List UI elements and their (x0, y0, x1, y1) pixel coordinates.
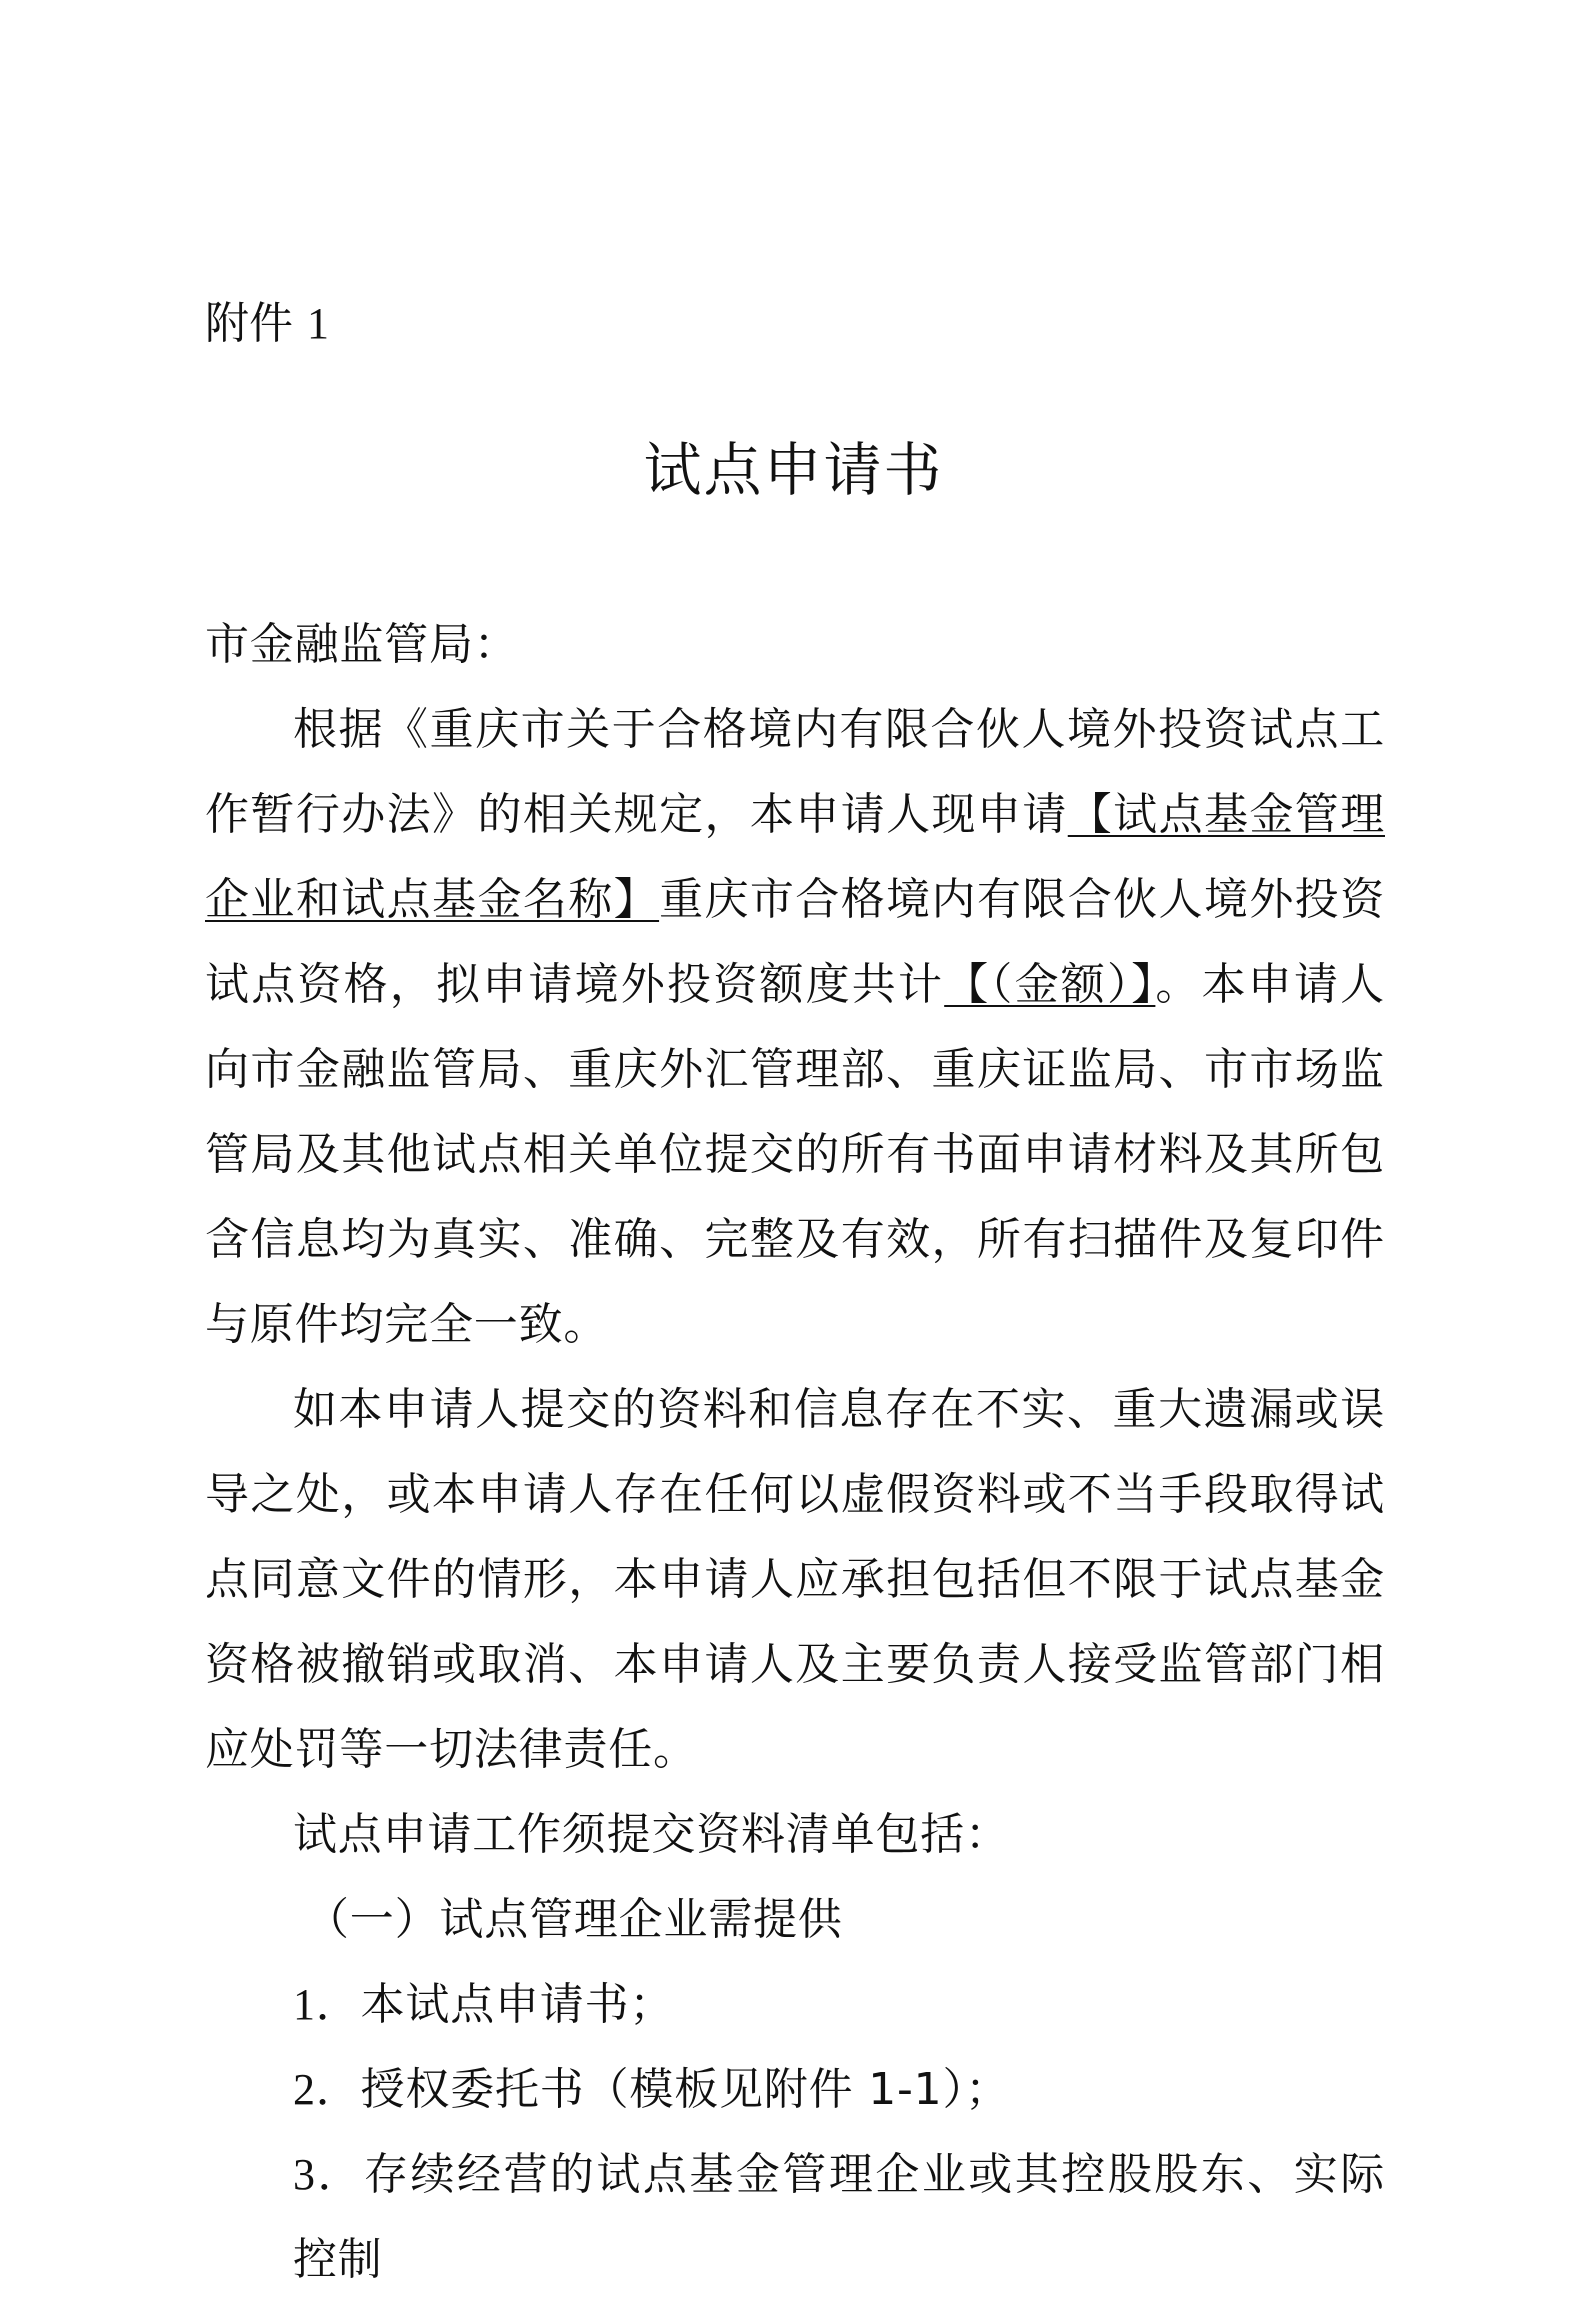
paragraph-application-text-2: 重庆市合格境内有限合伙人境外投资试点资格，拟申请境外投资额度共计 (205, 874, 1385, 1010)
paragraph-materials-intro: 试点申请工作须提交资料清单包括： (293, 1809, 1010, 1860)
list-item-number: 1． (293, 1980, 361, 2029)
list-item-text: 授权委托书（模板见附件 1-1）； (360, 2064, 1011, 2115)
attachment-number: 1 (307, 299, 329, 348)
paragraph-application (205, 687, 1385, 1367)
paragraph-application-text-1: 根据《重庆市关于合格境内有限合伙人境外投资试点工作暂行办法》的相关规定，本申请人现申请 (205, 704, 1385, 840)
list-item (205, 2047, 1385, 2132)
list-item (205, 2132, 1385, 2302)
attachment-label (205, 296, 329, 352)
document-title: 试点申请书 (643, 436, 944, 504)
list-item-text: 存续经营的试点基金管理企业或其控股股东、实际控制 (293, 2149, 1385, 2285)
paragraph-application-text-3: 。本申请人向市金融监管局、重庆外汇管理部、重庆证监局、市市场监管局及其他试点相关单位提交的所有书面申请材料及其所包含信息均为真实、准确、完整及有效，所有扫描件及复印件与原件均完全一致。 (205, 959, 1385, 1350)
list-item-number: 2． (293, 2065, 361, 2114)
document-body (205, 602, 1385, 2302)
fund-name-placeholder: 【试点基金管理企业和试点基金名称】 (205, 789, 1385, 925)
attachment-word: 附件 (205, 298, 293, 349)
salutation: 市金融监管局： (205, 619, 519, 670)
list-item-text: 本试点申请书； (360, 1979, 675, 2030)
amount-placeholder: 【（金额）】 (944, 959, 1156, 1010)
list-item (205, 1962, 1385, 2047)
paragraph-liability: 如本申请人提交的资料和信息存在不实、重大遗漏或误导之处，或本申请人存在任何以虚假资料或不当手段取得试点同意文件的情形，本申请人应承担包括但不限于试点基金资格被撤销或取消、本申请人及主要负责人接受监管部门相应处罚等一切法律责任。 (205, 1384, 1385, 1775)
list-item-number: 3． (293, 2150, 364, 2199)
section-heading-manager: （一）试点管理企业需提供 (305, 1894, 843, 1945)
